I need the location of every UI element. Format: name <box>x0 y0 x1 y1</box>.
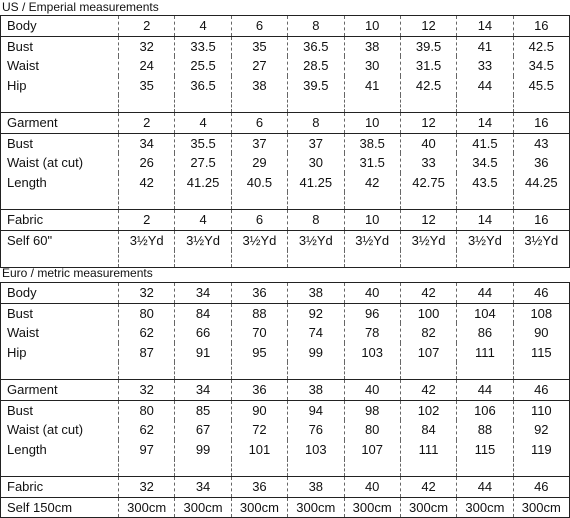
size-cell: 38 <box>288 380 344 401</box>
value-cell: 95 <box>231 343 287 363</box>
value-cell: 36.5 <box>175 76 231 96</box>
value-cell: 35 <box>119 76 175 96</box>
value-cell: 104 <box>457 303 513 323</box>
value-cell: 3½Yd <box>119 230 175 250</box>
value-cell: 3½Yd <box>344 230 400 250</box>
size-cell: 32 <box>119 380 175 401</box>
row-label: Waist <box>1 56 119 76</box>
value-cell: 34.5 <box>513 56 569 76</box>
size-cell: 40 <box>344 283 400 304</box>
size-cell: 42 <box>400 477 456 498</box>
size-cell: 10 <box>344 210 400 231</box>
value-cell: 42.5 <box>513 36 569 56</box>
value-cell: 40 <box>400 133 456 153</box>
value-cell: 32 <box>119 36 175 56</box>
value-cell: 74 <box>288 323 344 343</box>
value-cell: 3½Yd <box>288 230 344 250</box>
value-cell: 3½Yd <box>513 230 569 250</box>
size-cell: 10 <box>344 113 400 134</box>
value-cell: 76 <box>288 420 344 440</box>
value-cell: 38 <box>231 76 287 96</box>
value-cell: 30 <box>344 56 400 76</box>
value-cell: 103 <box>288 440 344 460</box>
value-cell: 33 <box>457 56 513 76</box>
table-row <box>1 497 570 518</box>
value-cell: 300cm <box>175 497 231 518</box>
value-cell: 24 <box>119 56 175 76</box>
euro-garment-header-row <box>1 380 570 401</box>
value-cell: 27 <box>231 56 287 76</box>
size-cell: 6 <box>231 16 287 37</box>
table-row <box>1 400 570 420</box>
value-cell: 111 <box>457 343 513 363</box>
size-cell: 4 <box>175 210 231 231</box>
row-label: Hip <box>1 343 119 363</box>
value-cell: 34.5 <box>457 153 513 173</box>
table-row <box>1 230 570 250</box>
value-cell: 41 <box>457 36 513 56</box>
value-cell: 80 <box>344 420 400 440</box>
value-cell: 92 <box>513 420 569 440</box>
value-cell: 62 <box>119 323 175 343</box>
size-cell: 2 <box>119 16 175 37</box>
size-cell: 6 <box>231 210 287 231</box>
table-row <box>1 420 570 440</box>
value-cell: 88 <box>457 420 513 440</box>
value-cell: 98 <box>344 400 400 420</box>
row-label: Body <box>1 283 119 304</box>
value-cell: 66 <box>175 323 231 343</box>
value-cell: 33.5 <box>175 36 231 56</box>
value-cell: 38.5 <box>344 133 400 153</box>
value-cell: 300cm <box>288 497 344 518</box>
value-cell: 94 <box>288 400 344 420</box>
row-label: Body <box>1 16 119 37</box>
value-cell: 42 <box>119 173 175 193</box>
size-cell: 42 <box>400 283 456 304</box>
row-label: Garment <box>1 113 119 134</box>
value-cell: 101 <box>231 440 287 460</box>
spacer-row <box>1 250 570 268</box>
row-label: Garment <box>1 380 119 401</box>
value-cell: 37 <box>288 133 344 153</box>
table-row <box>1 323 570 343</box>
value-cell: 96 <box>344 303 400 323</box>
table-row <box>1 303 570 323</box>
euro-body-header-row <box>1 283 570 304</box>
row-label: Hip <box>1 76 119 96</box>
value-cell: 45.5 <box>513 76 569 96</box>
value-cell: 119 <box>513 440 569 460</box>
value-cell: 80 <box>119 400 175 420</box>
size-cell: 16 <box>513 113 569 134</box>
us-section-title: US / Emperial measurements <box>2 0 159 14</box>
value-cell: 35 <box>231 36 287 56</box>
value-cell: 41.25 <box>175 173 231 193</box>
size-cell: 38 <box>288 283 344 304</box>
value-cell: 80 <box>119 303 175 323</box>
size-cell: 40 <box>344 477 400 498</box>
value-cell: 34 <box>119 133 175 153</box>
table-row <box>1 440 570 460</box>
value-cell: 78 <box>344 323 400 343</box>
row-label: Length <box>1 440 119 460</box>
size-cell: 8 <box>288 113 344 134</box>
value-cell: 42.5 <box>400 76 456 96</box>
value-cell: 103 <box>344 343 400 363</box>
value-cell: 108 <box>513 303 569 323</box>
value-cell: 3½Yd <box>400 230 456 250</box>
row-label: Bust <box>1 400 119 420</box>
spacer-row <box>1 459 570 477</box>
value-cell: 3½Yd <box>457 230 513 250</box>
value-cell: 300cm <box>457 497 513 518</box>
value-cell: 42 <box>344 173 400 193</box>
value-cell: 107 <box>400 343 456 363</box>
value-cell: 36.5 <box>288 36 344 56</box>
size-cell: 4 <box>175 113 231 134</box>
size-cell: 46 <box>513 380 569 401</box>
value-cell: 27.5 <box>175 153 231 173</box>
row-label: Bust <box>1 36 119 56</box>
value-cell: 33 <box>400 153 456 173</box>
value-cell: 99 <box>175 440 231 460</box>
value-cell: 62 <box>119 420 175 440</box>
row-label: Waist <box>1 323 119 343</box>
size-cell: 36 <box>231 283 287 304</box>
value-cell: 26 <box>119 153 175 173</box>
size-cell: 8 <box>288 16 344 37</box>
row-label: Waist (at cut) <box>1 153 119 173</box>
value-cell: 43 <box>513 133 569 153</box>
size-cell: 2 <box>119 210 175 231</box>
table-row <box>1 76 570 96</box>
size-cell: 16 <box>513 210 569 231</box>
size-cell: 34 <box>175 380 231 401</box>
value-cell: 29 <box>231 153 287 173</box>
value-cell: 111 <box>400 440 456 460</box>
size-cell: 8 <box>288 210 344 231</box>
size-cell: 40 <box>344 380 400 401</box>
us-fabric-header-row <box>1 210 570 231</box>
size-cell: 46 <box>513 477 569 498</box>
value-cell: 36 <box>513 153 569 173</box>
size-cell: 42 <box>400 380 456 401</box>
spacer-row <box>1 192 570 210</box>
spacer-row <box>1 95 570 113</box>
size-cell: 12 <box>400 113 456 134</box>
value-cell: 84 <box>175 303 231 323</box>
row-label: Length <box>1 173 119 193</box>
row-label: Self 60" <box>1 230 119 250</box>
value-cell: 300cm <box>119 497 175 518</box>
size-cell: 14 <box>457 113 513 134</box>
value-cell: 99 <box>288 343 344 363</box>
row-label: Fabric <box>1 210 119 231</box>
value-cell: 88 <box>231 303 287 323</box>
size-cell: 46 <box>513 283 569 304</box>
value-cell: 92 <box>288 303 344 323</box>
value-cell: 40.5 <box>231 173 287 193</box>
value-cell: 37 <box>231 133 287 153</box>
size-cell: 34 <box>175 283 231 304</box>
us-body-header-row <box>1 16 570 37</box>
value-cell: 25.5 <box>175 56 231 76</box>
value-cell: 67 <box>175 420 231 440</box>
value-cell: 39.5 <box>288 76 344 96</box>
table-row <box>1 343 570 363</box>
value-cell: 85 <box>175 400 231 420</box>
value-cell: 90 <box>513 323 569 343</box>
size-cell: 6 <box>231 113 287 134</box>
value-cell: 84 <box>400 420 456 440</box>
value-cell: 44.25 <box>513 173 569 193</box>
size-cell: 4 <box>175 16 231 37</box>
euro-fabric-header-row <box>1 477 570 498</box>
size-cell: 32 <box>119 477 175 498</box>
size-cell: 32 <box>119 283 175 304</box>
size-cell: 2 <box>119 113 175 134</box>
value-cell: 31.5 <box>400 56 456 76</box>
value-cell: 35.5 <box>175 133 231 153</box>
euro-section-title: Euro / metric measurements <box>2 266 153 280</box>
size-cell: 12 <box>400 210 456 231</box>
value-cell: 28.5 <box>288 56 344 76</box>
value-cell: 110 <box>513 400 569 420</box>
value-cell: 106 <box>457 400 513 420</box>
euro-measurements-table <box>0 282 570 518</box>
table-row <box>1 133 570 153</box>
size-cell: 44 <box>457 283 513 304</box>
spacer-row <box>1 362 570 380</box>
value-cell: 43.5 <box>457 173 513 193</box>
size-cell: 38 <box>288 477 344 498</box>
value-cell: 91 <box>175 343 231 363</box>
value-cell: 300cm <box>400 497 456 518</box>
value-cell: 72 <box>231 420 287 440</box>
row-label: Fabric <box>1 477 119 498</box>
value-cell: 300cm <box>231 497 287 518</box>
value-cell: 39.5 <box>400 36 456 56</box>
table-row <box>1 173 570 193</box>
row-label: Bust <box>1 303 119 323</box>
size-cell: 36 <box>231 380 287 401</box>
value-cell: 3½Yd <box>231 230 287 250</box>
value-cell: 102 <box>400 400 456 420</box>
size-cell: 10 <box>344 16 400 37</box>
value-cell: 41 <box>344 76 400 96</box>
value-cell: 41.5 <box>457 133 513 153</box>
value-cell: 97 <box>119 440 175 460</box>
size-cell: 44 <box>457 380 513 401</box>
size-cell: 34 <box>175 477 231 498</box>
row-label: Self 150cm <box>1 497 119 518</box>
value-cell: 115 <box>457 440 513 460</box>
row-label: Waist (at cut) <box>1 420 119 440</box>
value-cell: 44 <box>457 76 513 96</box>
value-cell: 300cm <box>513 497 569 518</box>
value-cell: 3½Yd <box>175 230 231 250</box>
value-cell: 70 <box>231 323 287 343</box>
value-cell: 31.5 <box>344 153 400 173</box>
size-cell: 36 <box>231 477 287 498</box>
row-label: Bust <box>1 133 119 153</box>
table-row <box>1 153 570 173</box>
value-cell: 87 <box>119 343 175 363</box>
value-cell: 82 <box>400 323 456 343</box>
value-cell: 90 <box>231 400 287 420</box>
value-cell: 107 <box>344 440 400 460</box>
value-cell: 30 <box>288 153 344 173</box>
value-cell: 41.25 <box>288 173 344 193</box>
size-cell: 14 <box>457 16 513 37</box>
value-cell: 86 <box>457 323 513 343</box>
size-cell: 14 <box>457 210 513 231</box>
size-cell: 12 <box>400 16 456 37</box>
us-garment-header-row <box>1 113 570 134</box>
value-cell: 115 <box>513 343 569 363</box>
table-row <box>1 36 570 56</box>
value-cell: 100 <box>400 303 456 323</box>
table-row <box>1 56 570 76</box>
us-measurements-table <box>0 15 570 268</box>
value-cell: 38 <box>344 36 400 56</box>
size-cell: 16 <box>513 16 569 37</box>
value-cell: 42.75 <box>400 173 456 193</box>
value-cell: 300cm <box>344 497 400 518</box>
size-cell: 44 <box>457 477 513 498</box>
